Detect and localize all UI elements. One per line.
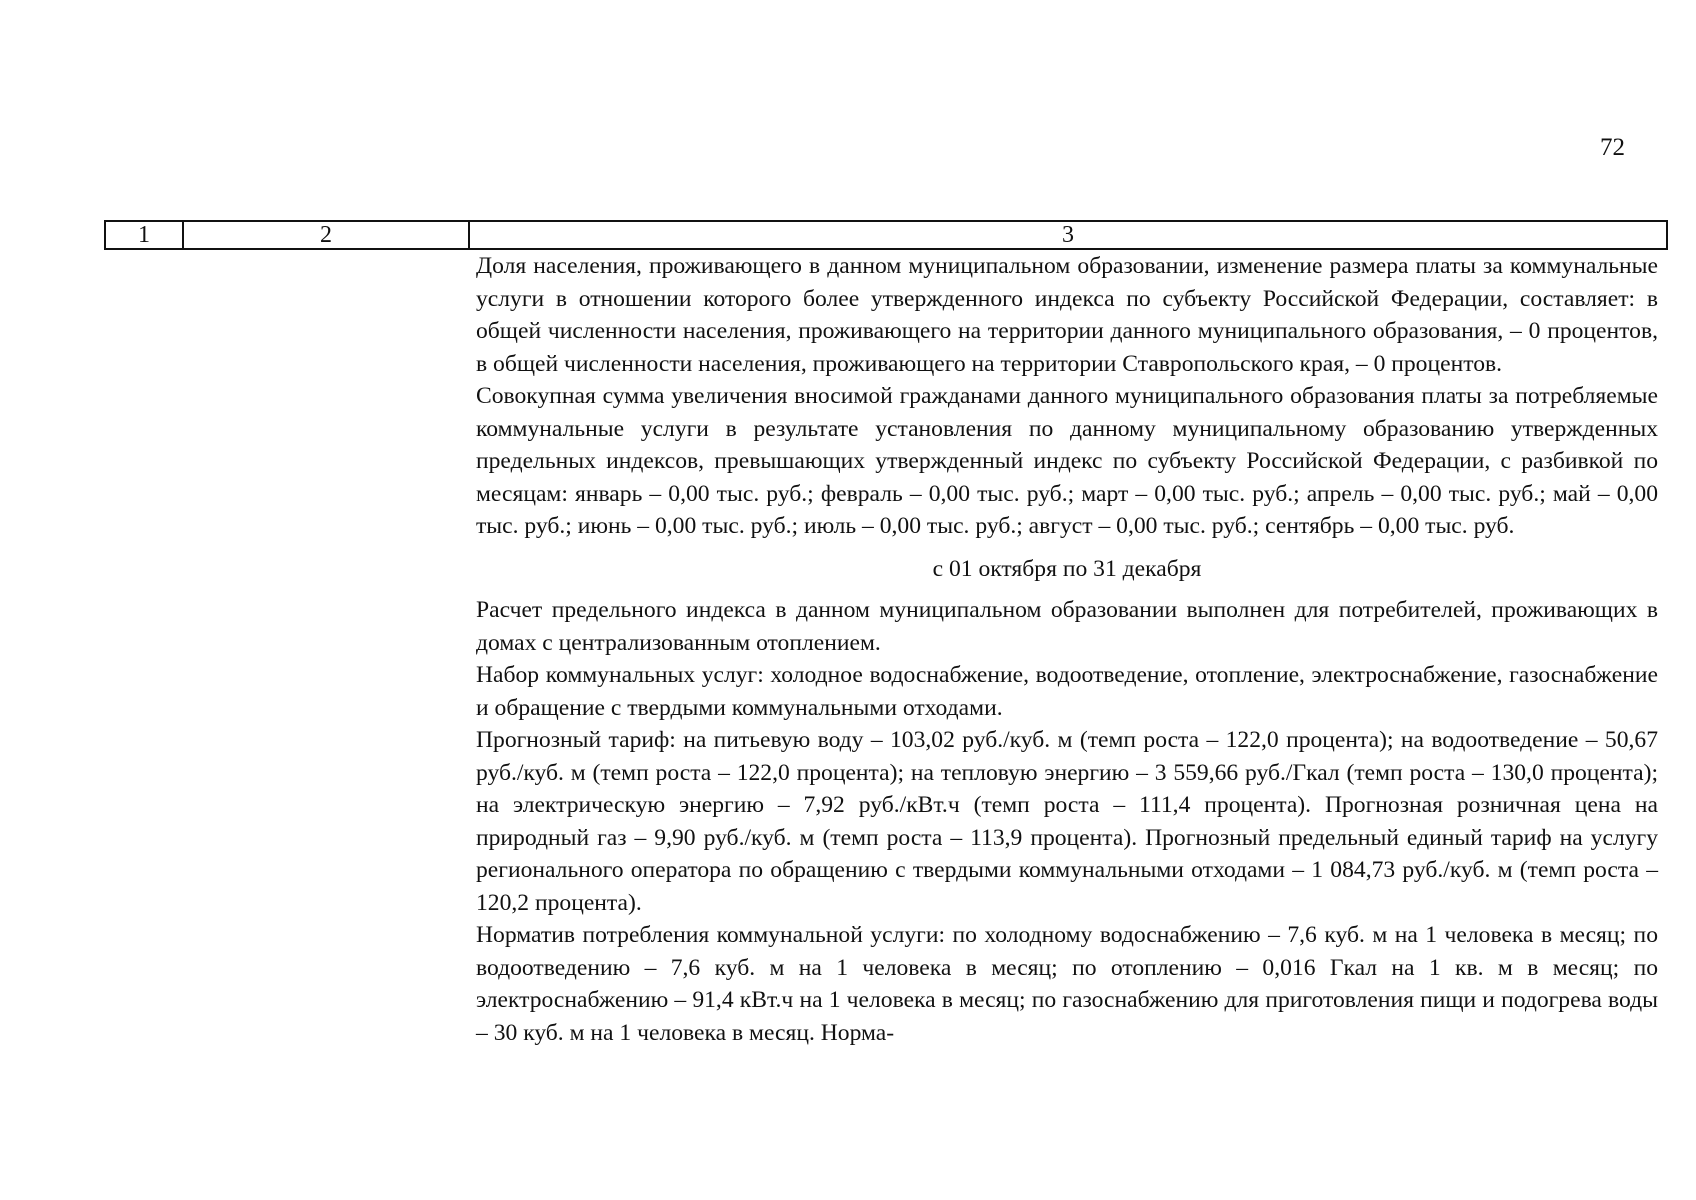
column-number-1: 1 (105, 221, 183, 249)
column-number-3: 3 (469, 221, 1667, 249)
table-cell-content (476, 250, 1658, 1049)
paragraph-consumption-norm: Норматив потребления коммунальной услуги: по холодному водоснабжению – 7,6 куб. м на 1 человека в месяц; по водоотведению – 7,6 куб. м на 1 человека в месяц; по отоплению – 0,016 Гкал на 1 кв. м в месяц; по электроснабжению – 91,4 кВт.ч на 1 человека в месяц; по газоснабжению для приготовления пищи и подогрева воды – 30 куб. м на 1 человека в месяц. Норма- (476, 922, 1658, 1046)
period-heading: с 01 октября по 31 декабря (932, 555, 1202, 582)
table-header-row (104, 220, 1668, 250)
page-number: 72 (1600, 134, 1625, 161)
paragraph-calculation-basis: Расчет предельного индекса в данном муниципальном образовании выполнен для потребителей, проживающих в домах с централизованным отоплением. (476, 597, 1658, 656)
paragraph-total-increase: Совокупная сумма увеличения вносимой гражданами данного муниципального образования платы за потребляемые коммунальные услуги в результате установления по данному муниципальному образованию утвержденных предельных индексов, превышающих утвержденный индекс по субъекту Российской Федерации, с разбивкой по месяцам: январь – 0,00 тыс. руб.; февраль – 0,00 тыс. руб.; март – 0,00 тыс. руб.; апрель – 0,00 тыс. руб.; май – 0,00 тыс. руб.; июнь – 0,00 тыс. руб.; июль – 0,00 тыс. руб.; август – 0,00 тыс. руб.; сентябрь – 0,00 тыс. руб. (476, 383, 1658, 539)
paragraph-service-set: Набор коммунальных услуг: холодное водоснабжение, водоотведение, отопление, электроснабжение, газоснабжение и обращение с твердыми коммунальными отходами. (476, 662, 1658, 721)
paragraph-population-share: Доля населения, проживающего в данном муниципальном образовании, изменение размера платы за коммунальные услуги в отношении которого более утвержденного индекса по субъекту Российской Федерации, составляет: в общей численности населения, проживающего на территории данного муниципального образования, – 0 процентов, в общей численности населения, проживающего на территории Ставропольского края, – 0 процентов. (476, 253, 1658, 377)
paragraph-forecast-tariff: Прогнозный тариф: на питьевую воду – 103,02 руб./куб. м (темп роста – 122,0 процента); на водоотведение – 50,67 руб./куб. м (темп роста – 122,0 процента); на тепловую энергию – 3 559,66 руб./Гкал (темп роста – 130,0 процента); на электрическую энергию – 7,92 руб./кВт.ч (темп роста – 111,4 процента). Прогнозная розничная цена на природный газ – 9,90 руб./куб. м (темп роста – 113,9 процента). Прогнозный предельный единый тариф на услугу регионального оператора по обращению с твердыми коммунальными отходами – 1 084,73 руб./куб. м (темп роста – 120,2 процента). (476, 727, 1658, 916)
column-number-2: 2 (183, 221, 469, 249)
